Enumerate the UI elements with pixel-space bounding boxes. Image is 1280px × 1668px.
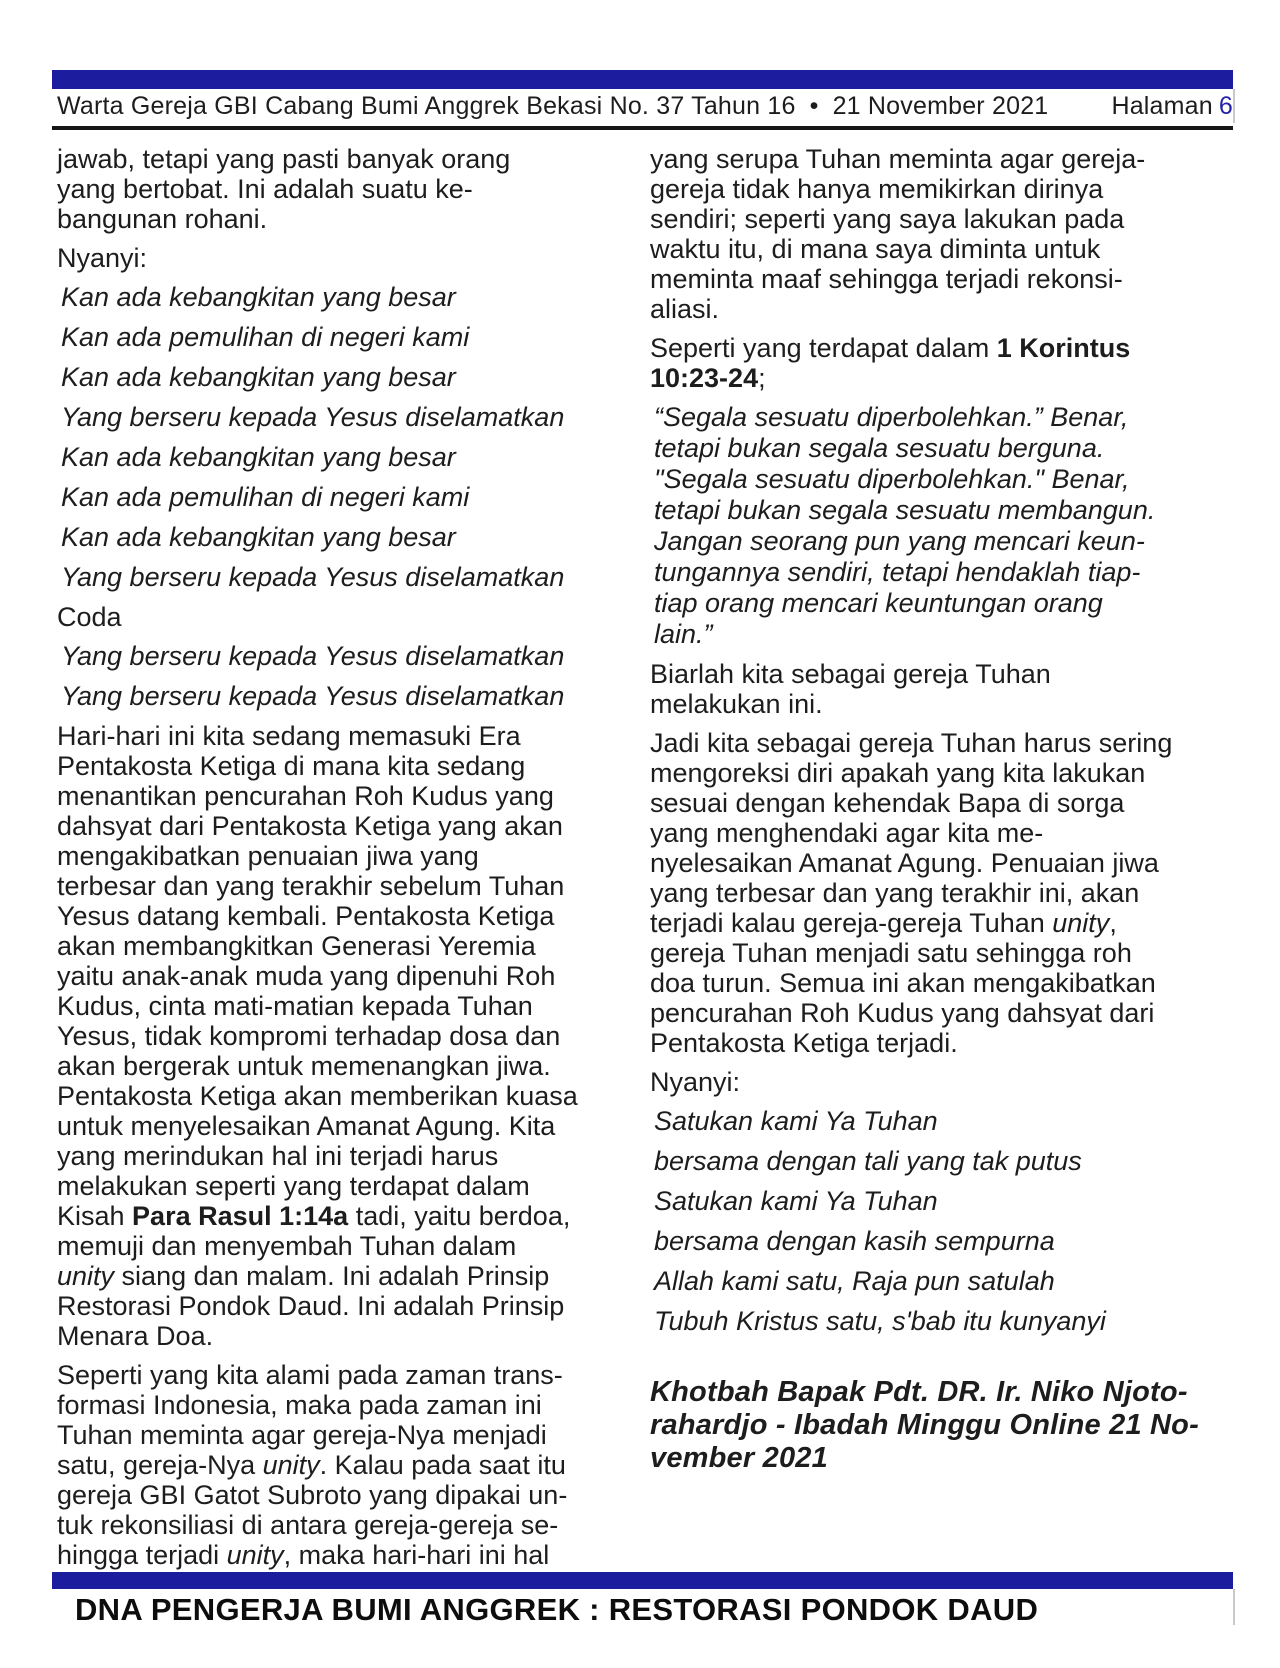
footer-slogan: DNA PENGERJA BUMI ANGGREK : RESTORASI PONDOK DAUD [75, 1592, 1039, 1627]
song-lyric-line: Kan ada kebangkitan yang besar [61, 522, 456, 552]
sermon-attribution: Khotbah Bapak Pdt. DR. Ir. Niko Njoto- rahardjo - Ibadah Minggu Online 21 No- vember 2021 [650, 1376, 1199, 1474]
song-lyric-line: Kan ada pemulihan di negeri kami [61, 482, 470, 512]
page-header [57, 92, 1233, 121]
song-lyric-line: bersama dengan kasih sempurna [654, 1226, 1055, 1256]
song-lyric-line: Kan ada pemulihan di negeri kami [61, 322, 470, 352]
song-lyric-line: Satukan kami Ya Tuhan [654, 1106, 938, 1136]
body-paragraph: yang serupa Tuhan meminta agar gereja- gereja tidak hanya memikirkan dirinya sendiri; seperti yang saya lakukan pada waktu itu, di mana saya diminta untuk meminta maaf sehingga terjadi rekonsi- aliasi. [650, 144, 1146, 324]
body-paragraph: Nyanyi: [650, 1067, 741, 1097]
article-column-right [650, 144, 1234, 1475]
song-lyric-line: Kan ada kebangkitan yang besar [61, 282, 456, 312]
page-number-indicator [1111, 92, 1233, 121]
body-paragraph: Nyanyi: [57, 243, 148, 273]
body-paragraph: Seperti yang kita alami pada zaman trans- formasi Indonesia, maka pada zaman ini Tuhan meminta agar gereja-Nya menjadi satu, gereja-Nya unity. Kalau pada saat itu gereja GBI Gatot Subroto yang dipakai un- tuk rekonsiliasi di antara gereja-gereja se- hingga terjadi unity, maka hari-hari ini hal [57, 1360, 568, 1570]
song-lyric-line: Kan ada kebangkitan yang besar [61, 442, 456, 472]
scripture-quote: “Segala sesuatu diperbolehkan.” Benar, tetapi bukan segala sesuatu berguna. "Segala sesuatu diperbolehkan." Benar, tetapi bukan segala sesuatu membangun. Jangan seorang pun yang mencari keun- tungannya sendiri, tetapi hendaklah tiap- tiap orang mencari keuntungan orang lain.” [654, 402, 1156, 649]
body-paragraph: Seperti yang terdapat dalam 1 Korintus 10:23-24; [650, 333, 1131, 393]
song-lyric-line: Kan ada kebangkitan yang besar [61, 362, 456, 392]
newsletter-date: 21 November 2021 [832, 92, 1049, 120]
song-lyric-line: Allah kami satu, Raja pun satulah [654, 1266, 1055, 1296]
body-paragraph: Hari-hari ini kita sedang memasuki Era Pentakosta Ketiga di mana kita sedang menantikan pencurahan Roh Kudus yang dahsyat dari Pentakosta Ketiga yang akan mengakibatkan penuaian jiwa yang terbesar dan yang terakhir sebelum Tuhan Yesus datang kembali. Pentakosta Ketiga akan membangkitkan Generasi Yeremia yaitu anak-anak muda yang dipenuhi Roh Kudus, cinta mati-matian kepada Tuhan Yesus, tidak kompromi terhadap dosa dan akan bergerak untuk memenangkan jiwa. Pentakosta Ketiga akan memberikan kuasa untuk menyelesaikan Amanat Agung. Kita yang merindukan hal ini terjadi harus melakukan seperti yang terdapat dalam Kisah Para Rasul 1:14a tadi, yaitu berdoa, memuji dan menyembah Tuhan dalam unity siang dan malam. Ini adalah Prinsip Restorasi Pondok Daud. Ini adalah Prinsip Menara Doa. [57, 721, 578, 1351]
newsletter-title: Warta Gereja GBI Cabang Bumi Anggrek Bekasi No. 37 Tahun 16 [57, 92, 796, 120]
header-edge-shadow [1233, 89, 1235, 123]
footer-edge-shadow [1233, 1589, 1235, 1625]
footer-blue-bar [52, 1572, 1233, 1589]
newsletter-masthead [57, 92, 1048, 121]
body-paragraph: jawab, tetapi yang pasti banyak orang yang bertobat. Ini adalah suatu ke- bangunan rohani. [57, 144, 511, 234]
page-number-value: 6 [1218, 92, 1233, 120]
header-blue-bar [52, 70, 1233, 89]
page-number-label: Halaman [1111, 92, 1213, 120]
song-lyric-line: Yang berseru kepada Yesus diselamatkan [61, 641, 565, 671]
header-rule-line [52, 126, 1233, 130]
body-paragraph: Coda [57, 602, 122, 632]
song-lyric-line: Tubuh Kristus satu, s'bab itu kunyanyi [654, 1306, 1106, 1336]
song-lyric-line: Yang berseru kepada Yesus diselamatkan [61, 562, 565, 592]
song-lyric-line: Satukan kami Ya Tuhan [654, 1186, 938, 1216]
song-lyric-line: Yang berseru kepada Yesus diselamatkan [61, 681, 565, 711]
header-separator-bullet: • [809, 92, 819, 120]
article-column-left [57, 144, 641, 1579]
body-paragraph: Biarlah kita sebagai gereja Tuhan melakukan ini. [650, 659, 1051, 719]
song-lyric-line: Yang berseru kepada Yesus diselamatkan [61, 402, 565, 432]
body-paragraph: Jadi kita sebagai gereja Tuhan harus sering mengoreksi diri apakah yang kita lakukan sesuai dengan kehendak Bapa di sorga yang menghendaki agar kita me- nyelesaikan Amanat Agung. Penuaian jiwa yang terbesar dan yang terakhir ini, akan terjadi kalau gereja-gereja Tuhan unity, gereja Tuhan menjadi satu sehingga roh doa turun. Semua ini akan mengakibatkan pencurahan Roh Kudus yang dahsyat dari Pentakosta Ketiga terjadi. [650, 728, 1173, 1058]
song-lyric-line: bersama dengan tali yang tak putus [654, 1146, 1082, 1176]
